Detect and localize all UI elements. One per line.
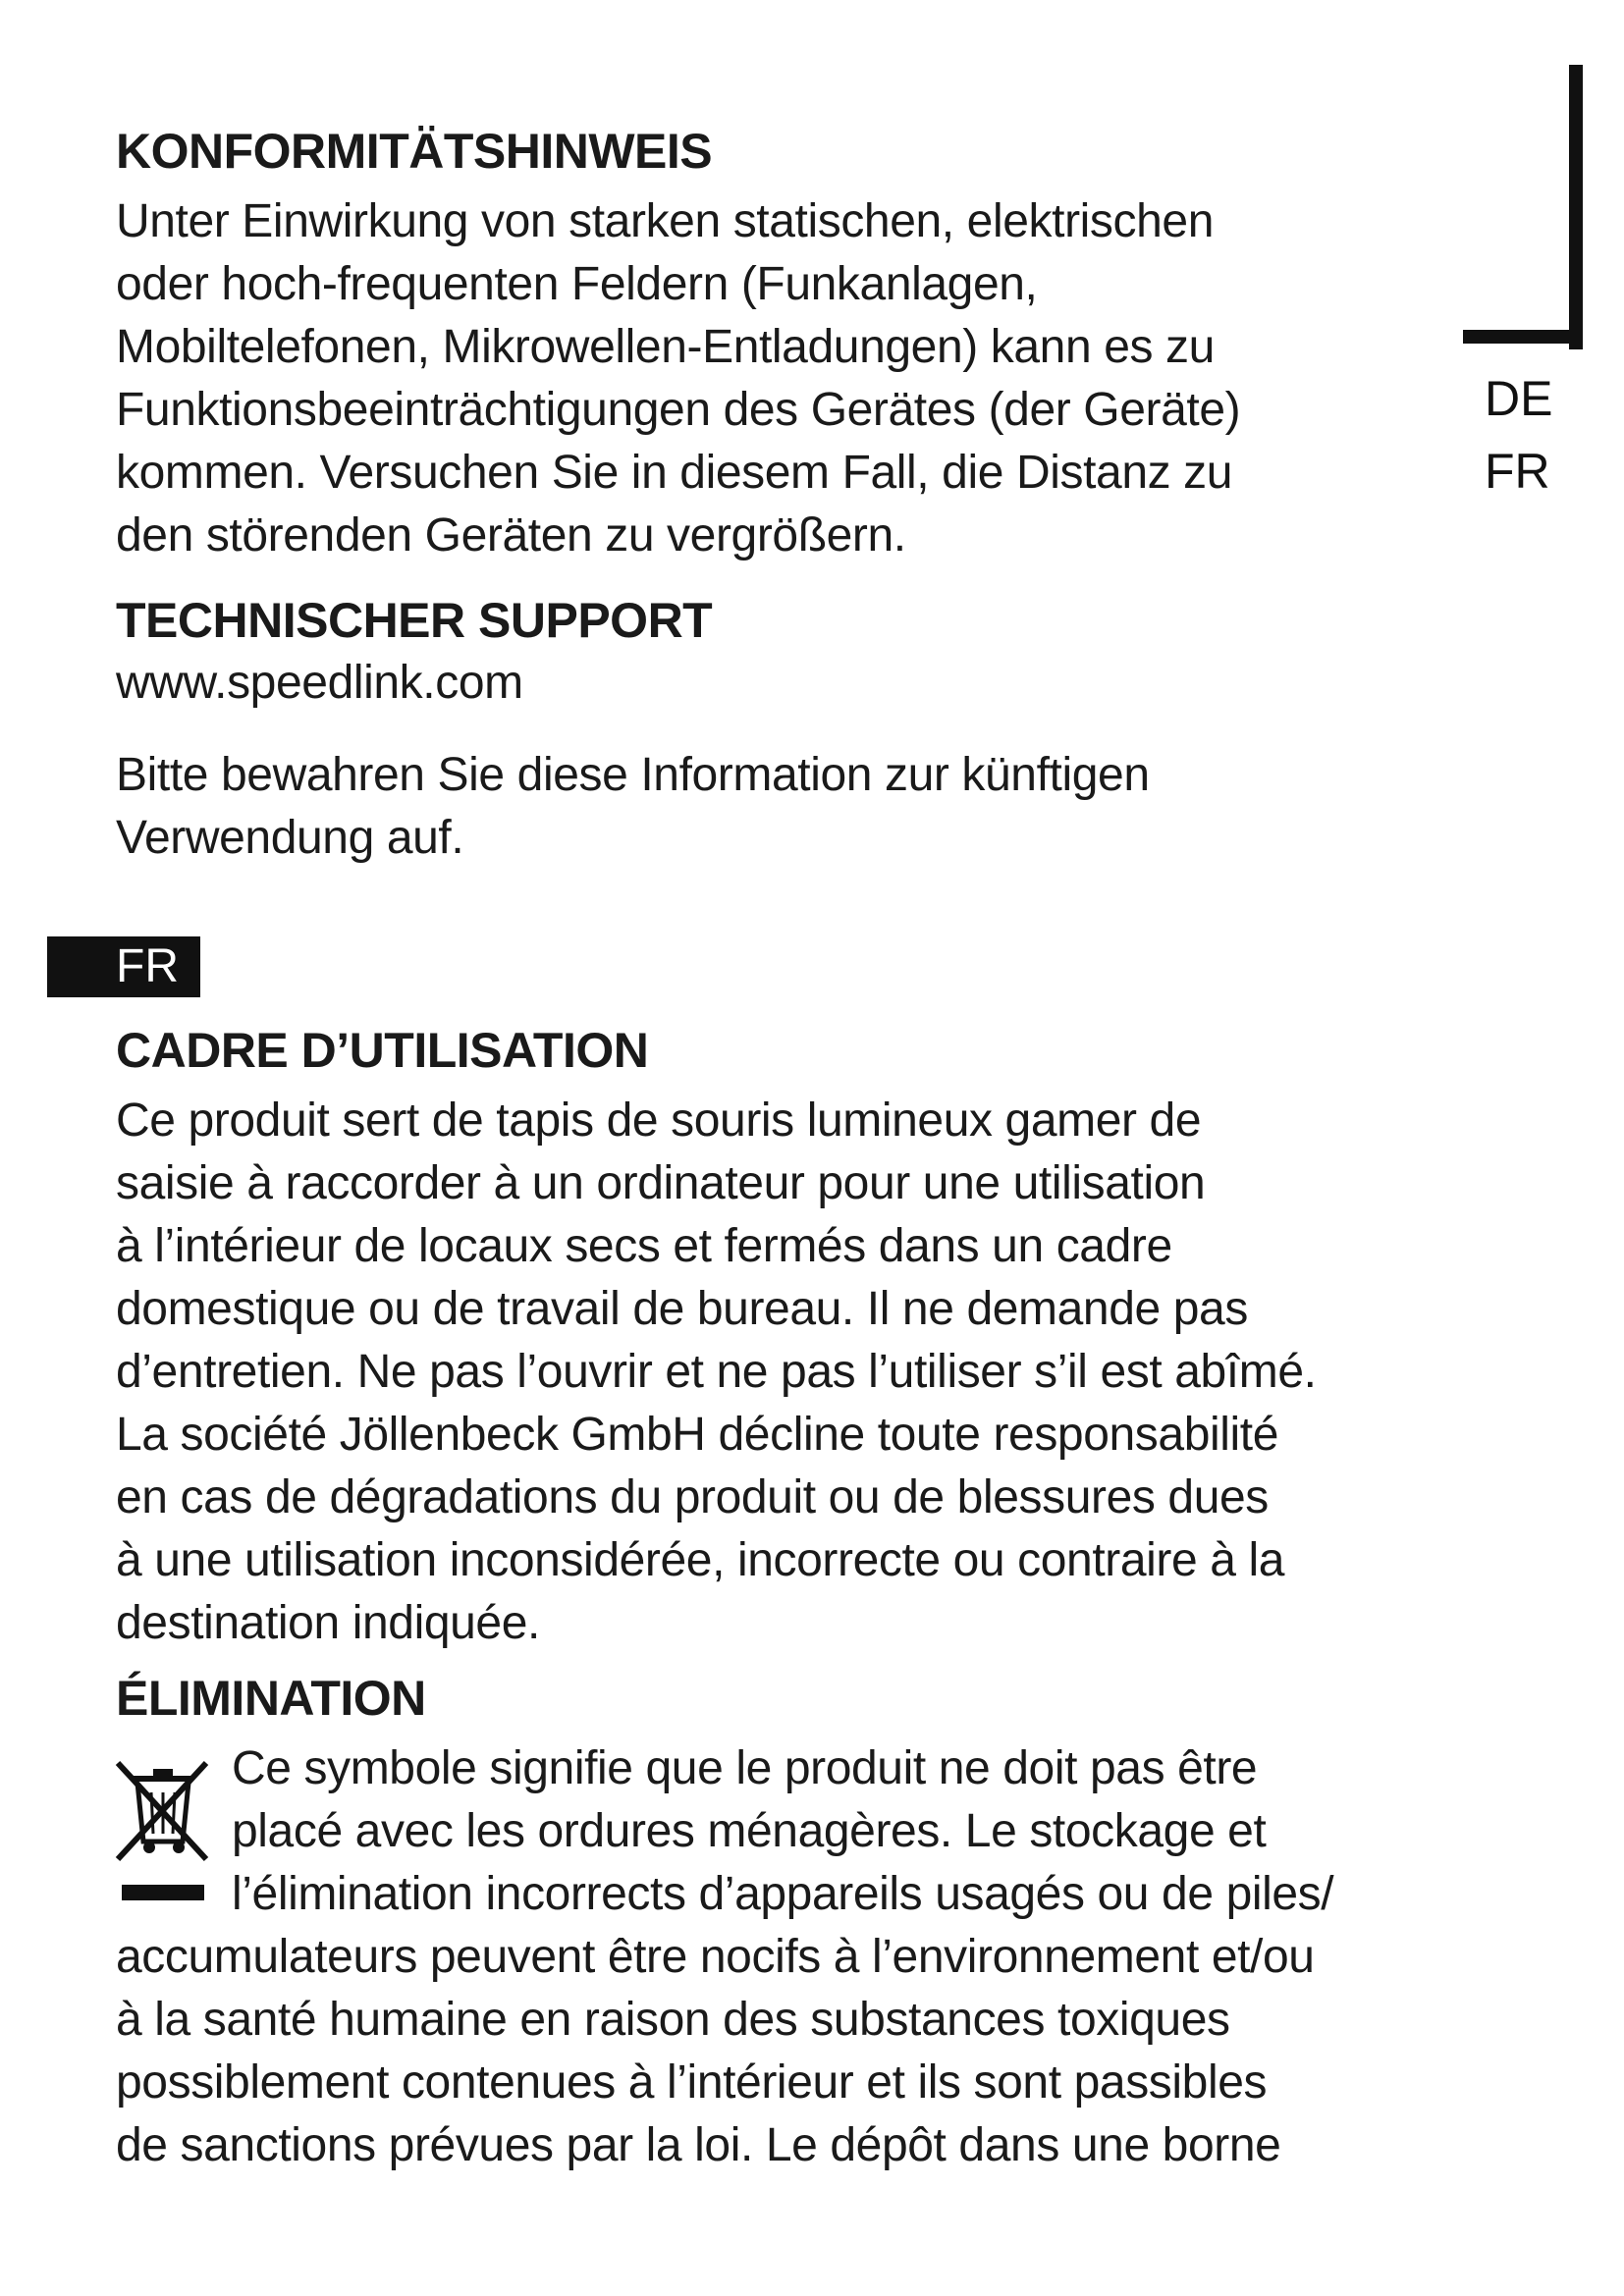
paragraph-line: d’entretien. Ne pas l’ouvrir et ne pas l’utiliser s’il est abîmé.: [116, 1346, 1317, 1398]
paragraph-line: placé avec les ordures ménagères. Le stockage et: [232, 1805, 1267, 1857]
paragraph-line: possiblement contenues à l’intérieur et ils sont passibles: [116, 2056, 1268, 2109]
paragraph-line: de sanctions prévues par la loi. Le dépôt dans une borne: [116, 2119, 1281, 2171]
paragraph-line: Verwendung auf.: [116, 812, 464, 864]
paragraph-line: saisie à raccorder à un ordinateur pour une utilisation: [116, 1157, 1206, 1209]
paragraph-line: Bitte bewahren Sie diese Information zur künftigen: [116, 749, 1150, 801]
paragraph-line: Mobiltelefonen, Mikrowellen-Entladungen) kann es zu: [116, 321, 1215, 373]
paragraph-line: destination indiquée.: [116, 1597, 540, 1649]
support-url[interactable]: www.speedlink.com: [116, 657, 523, 709]
paragraph-line: Unter Einwirkung von starken statischen, elektrischen: [116, 195, 1215, 247]
disposal-icon-text: [232, 1737, 1333, 1926]
usage-paragraph: [116, 1090, 1317, 1655]
paragraph-line: l’élimination incorrects d’appareils usagés ou de piles/: [232, 1868, 1334, 1920]
paragraph-line: en cas de dégradations du produit ou de blessures dues: [116, 1471, 1269, 1523]
paragraph-line: accumulateurs peuvent être nocifs à l’environnement et/ou: [116, 1931, 1315, 1983]
paragraph-line: Funktionsbeeinträchtigungen des Gerätes (der Geräte): [116, 384, 1241, 436]
side-tab-lang-fr: FR: [1485, 444, 1550, 499]
conformity-paragraph: [116, 190, 1240, 567]
paragraph-line: La société Jöllenbeck GmbH décline toute responsabilité: [116, 1409, 1279, 1461]
disposal-heading: ÉLIMINATION: [116, 1671, 426, 1726]
paragraph-line: den störenden Geräten zu vergrößern.: [116, 509, 906, 561]
language-tab-vertical-bar: [1569, 65, 1583, 349]
paragraph-line: domestique ou de travail de bureau. Il ne demande pas: [116, 1283, 1248, 1335]
paragraph-line: à l’intérieur de locaux secs et fermés dans un cadre: [116, 1220, 1172, 1272]
paragraph-line: Ce produit sert de tapis de souris lumineux gamer de: [116, 1095, 1202, 1147]
conformity-heading: KONFORMITÄTSHINWEIS: [116, 124, 713, 179]
disposal-paragraph: [116, 1926, 1315, 2177]
section-badge-fr: [47, 936, 200, 997]
paragraph-line: oder hoch-frequenten Feldern (Funkanlagen,: [116, 258, 1038, 310]
keep-info-paragraph: [116, 744, 1150, 870]
language-tab-horizontal-bar: [1463, 330, 1583, 344]
paragraph-line: kommen. Versuchen Sie in diesem Fall, die Distanz zu: [116, 447, 1233, 499]
paragraph-line: à la santé humaine en raison des substances toxiques: [116, 1994, 1230, 2046]
section-badge-label: FR: [116, 940, 179, 992]
paragraph-line: à une utilisation inconsidérée, incorrecte ou contraire à la: [116, 1534, 1285, 1586]
crossed-out-wheelie-bin-icon: [108, 1749, 216, 1916]
paragraph-line: Ce symbole signifie que le produit ne doit pas être: [232, 1742, 1258, 1794]
support-heading: TECHNISCHER SUPPORT: [116, 593, 713, 648]
usage-heading: CADRE D’UTILISATION: [116, 1023, 649, 1078]
side-tab-lang-de: DE: [1485, 371, 1553, 426]
